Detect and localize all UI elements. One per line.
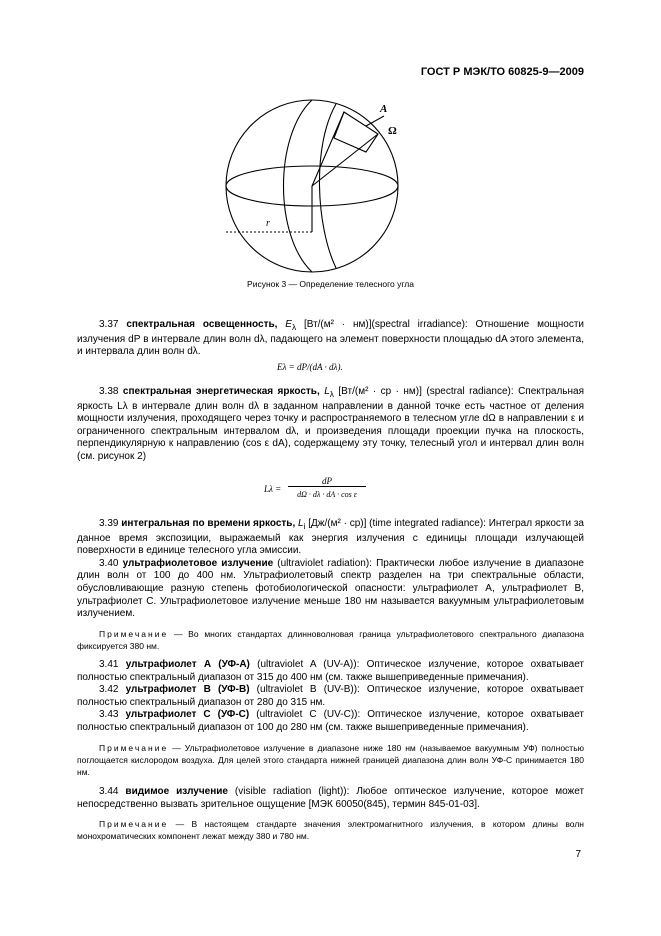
- document-header: ГОСТ Р МЭК/ТО 60825-9—2009: [420, 66, 584, 78]
- sections-3-41-3-43: 3.41 ультрафиолет А (УФ-А) (ultraviolet A (UV-A)): Оптическое излучение, которое охватывает полностью спектральный диапазон от 315 до 400 нм (см. также вышеприведенные примечания). 3.42 ультрафиолет В (УФ-В) (ultraviolet B (UV-B)): Оптическое излучение, которое охватывает полностью спектральный диапазон от 280 до 315 нм. 3.43 ультрафиолет С (УФ-С) (ultraviolet C (UV-C)): Оптическое излучение, которое охватывает полностью спектральный диапазон от 100 до 280 нм (см. также вышеприведенные примечания).: [77, 659, 585, 733]
- meridian-2: [319, 104, 336, 268]
- page-number: 7: [575, 849, 581, 860]
- label-A: A: [380, 103, 388, 115]
- label-r: r: [266, 218, 270, 229]
- note-1: Примечание — Во многих стандартах длинноволновая граница ультрафиолетового спектрального диапазона фиксируется 380 нм.: [77, 629, 584, 651]
- section-3-38: 3.38 спектральная энергетическая яркость, $L_\lambda$ [Вт/(м² · ср · нм)] (spectral radiance): Спектральная яркость Lλ в интервале длин волн dλ в заданном направлении в данной точке есть частное от деления мощности излучения, проходящего через точку и распространяемого в телесном угле dΩ в направлении ε и ограниченного спектральным интервалом dλ, и произведения площади проекции пучка на плоскость, перпендикулярную к направлению (cos ε dA), содержащему эту точку, телесный угол и интервал длин волн (см. рисунок 2): [77, 386, 585, 462]
- figure-caption: Рисунок 3 — Определение телесного угла: [247, 279, 414, 289]
- formula-eq-3-37: Eλ = dP/(dA · dλ).: [277, 362, 343, 372]
- label-omega: Ω: [388, 125, 397, 137]
- section-3-44: 3.44 видимое излучение (visible radiation (light)): Любое оптическое излучение, которое может непосредственно вызвать зрительное ощущение [МЭК 60050(845), термин 845-01-03].: [77, 786, 585, 810]
- note-3: Примечание — В настоящем стандарте значения электромагнитного излучения, в котором длины волн монохроматических компонент лежат между 380 и 780 нм.: [77, 819, 584, 841]
- solid-angle-figure: [216, 96, 416, 276]
- formula-denominator: dΩ · dλ · dA · cos ε: [297, 490, 357, 499]
- ray-right: [312, 134, 378, 186]
- meridian-1: [284, 100, 313, 272]
- formula-lhs: Lλ =: [264, 484, 282, 494]
- section-3-37: 3.37 спектральная освещенность, $E_\lambda$ [Вт/(м² · нм)](spectral irradiance): Отношение мощности излучения dP в интервале длин волн dλ, падающего на элемент поверхности площадью dA этого элемента, и интервала длин волн dλ.: [77, 319, 585, 358]
- sections-3-39-3-40: 3.39 интегральная по времени яркость, $L_i$ [Дж/(м² · ср)] (time integrated radiance): Интеграл яркости за данное время экспозиции, выражаемый как энергия излучения с единицы площади излучающей поверхности в единице телесного угла эмиссии. 3.40 ультрафиолетовое излучение (ultraviolet radiation): Практически любое излучение в диапазоне длин волн от 100 до 400 нм. Ультрафиолетовый спектр разделен на три спектральные области, обусловливающие разную степень фотобиологической опасности: ультрафиолет А, ультрафиолет В, ультрафиолет С. Ультрафиолетовое излучение меньше 180 нм называется вакуумным ультрафиолетовым излучением.: [77, 518, 584, 620]
- solid-angle-patch: [334, 112, 378, 152]
- note-2: Примечание — Ультрафиолетовое излучение в диапазоне ниже 180 нм (называемое вакуумным УФ) полностью поглощается кислородом воздуха. Для целей этого стандарта нижней границей диапазона длин волн УФ-С принимается 180 нм.: [77, 743, 584, 777]
- formula-numerator: dP: [288, 476, 366, 487]
